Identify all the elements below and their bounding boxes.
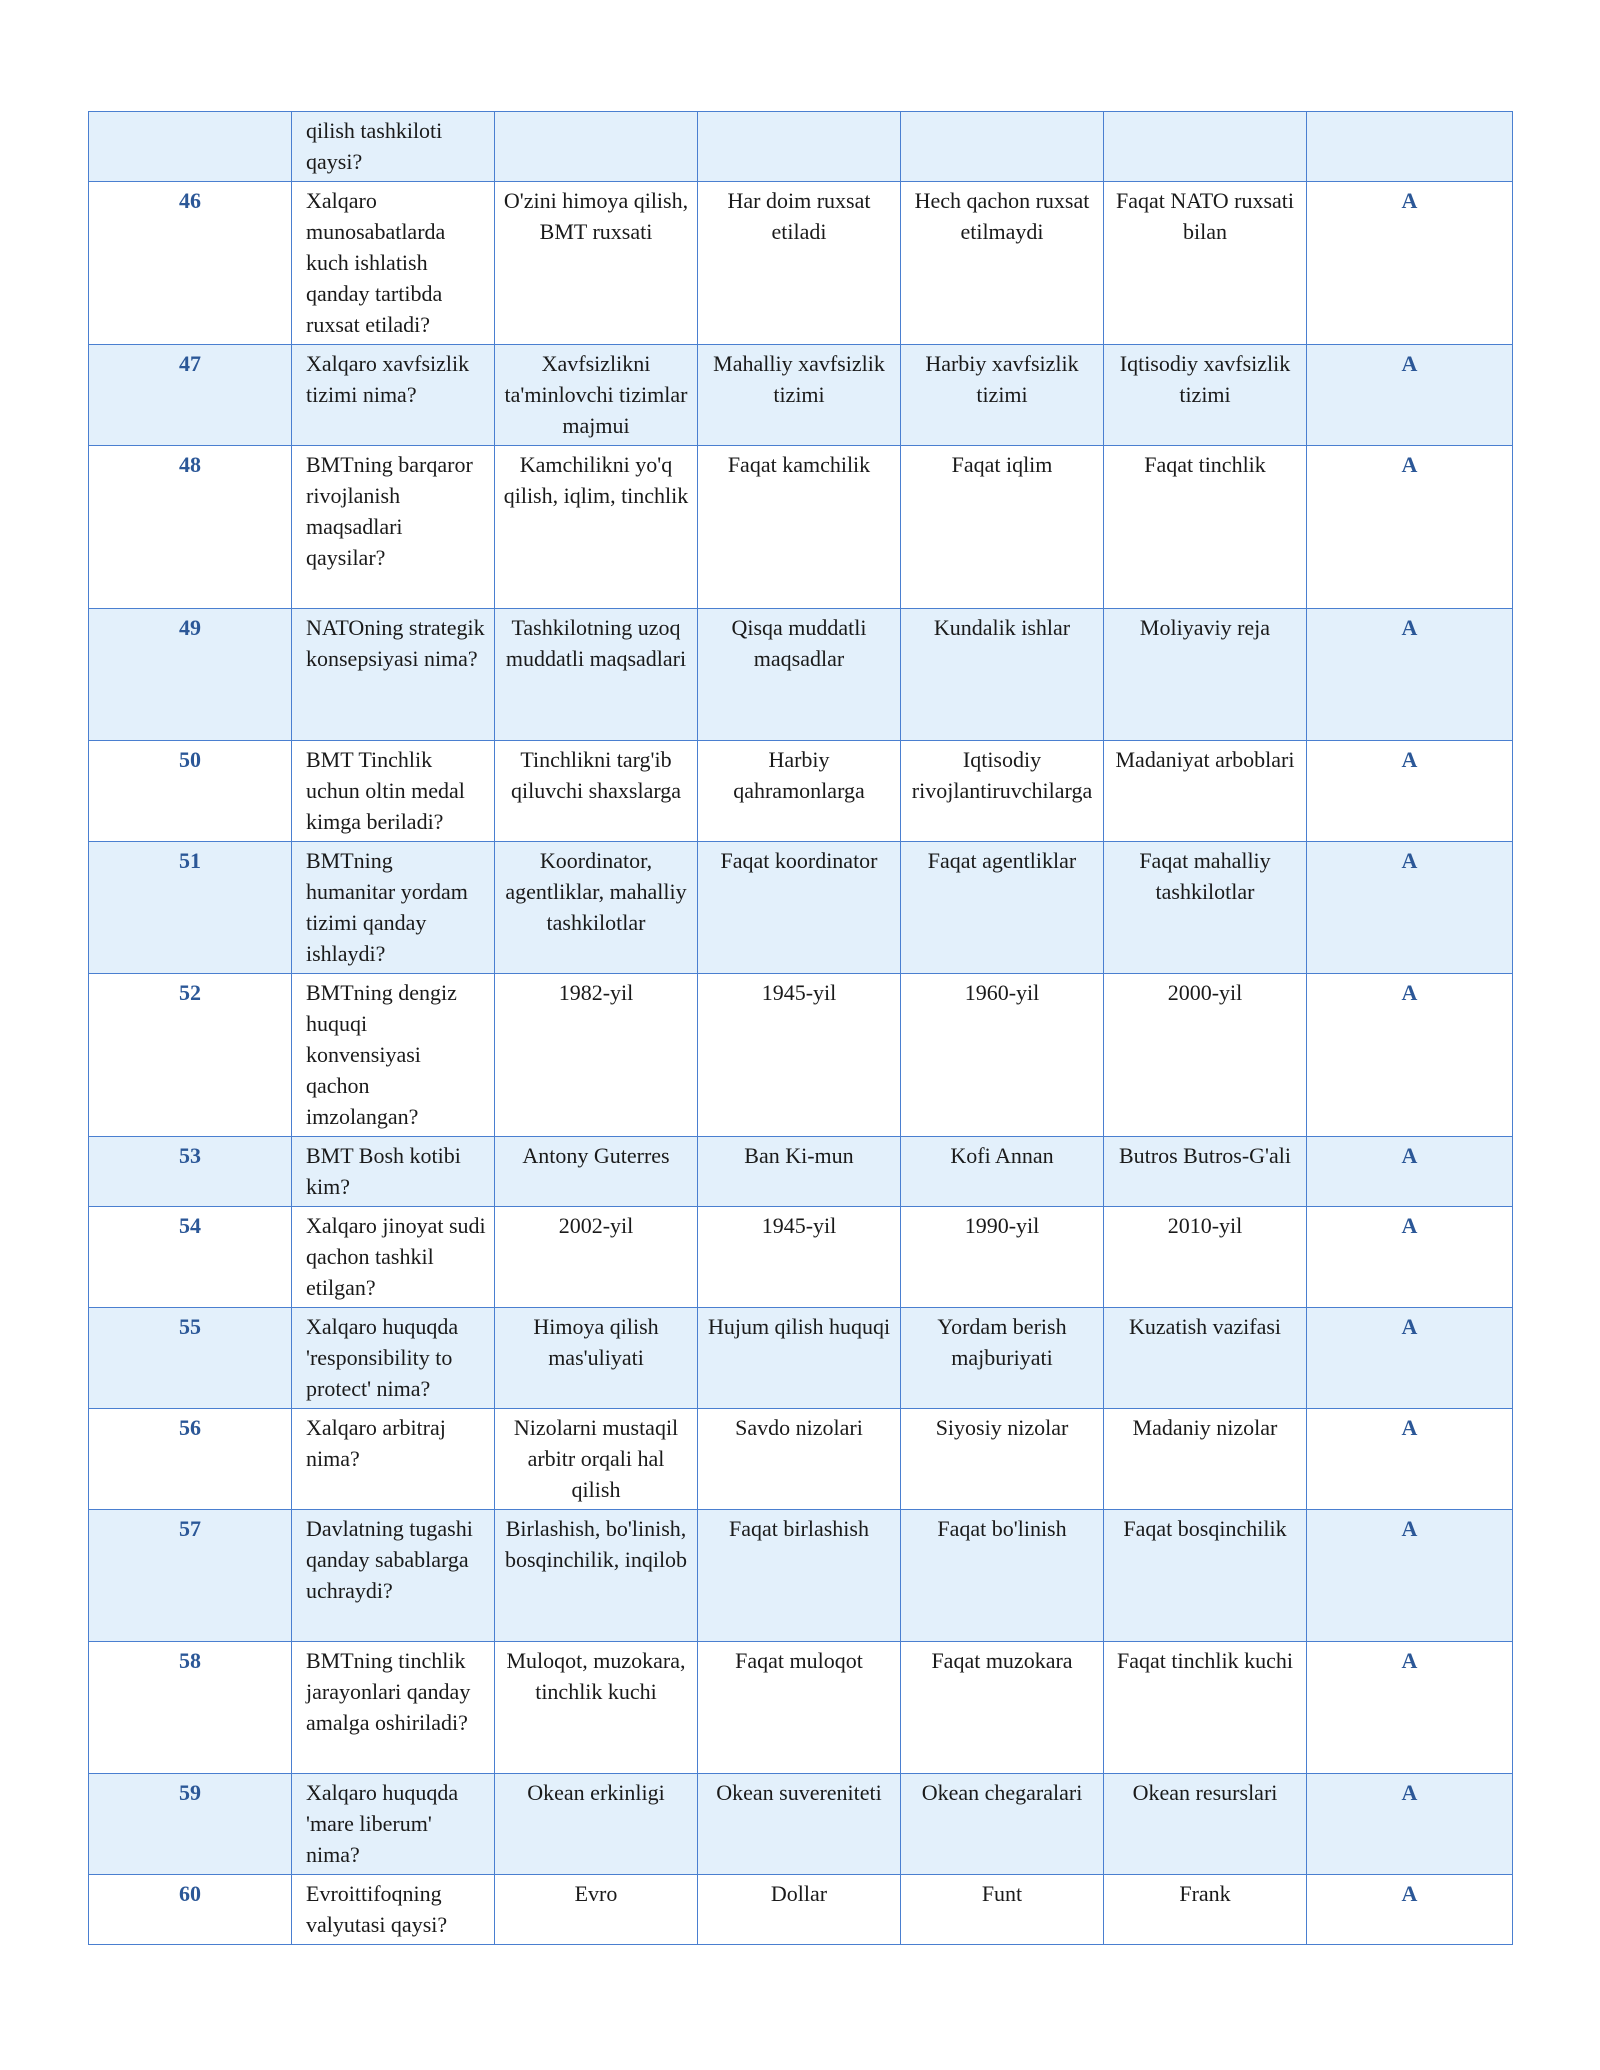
question-text: BMTning dengiz huquqi konvensiyasi qachon imzolangan? [292, 974, 495, 1137]
option-d: Madaniy nizolar [1104, 1409, 1307, 1510]
option-c: Harbiy xavfsizlik tizimi [901, 345, 1104, 446]
correct-answer: A [1307, 1308, 1513, 1409]
question-text: BMT Bosh kotibi kim? [292, 1137, 495, 1207]
option-c: Faqat iqlim [901, 446, 1104, 609]
table-row [89, 446, 1513, 609]
correct-answer: A [1307, 1510, 1513, 1642]
option-d: Faqat mahalliy tashkilotlar [1104, 842, 1307, 974]
option-b: Savdo nizolari [698, 1409, 901, 1510]
correct-answer: A [1307, 345, 1513, 446]
option-b: Hujum qilish huquqi [698, 1308, 901, 1409]
correct-answer: A [1307, 609, 1513, 741]
question-text: Xalqaro munosabatlarda kuch ishlatish qanday tartibda ruxsat etiladi? [292, 182, 495, 345]
option-c: Siyosiy nizolar [901, 1409, 1104, 1510]
option-a: Kamchilikni yo'q qilish, iqlim, tinchlik [495, 446, 698, 609]
question-text: BMT Tinchlik uchun oltin medal kimga beriladi? [292, 741, 495, 842]
table-row [89, 182, 1513, 345]
question-number: 56 [89, 1409, 292, 1510]
option-b: Mahalliy xavfsizlik tizimi [698, 345, 901, 446]
correct-answer: A [1307, 974, 1513, 1137]
option-c: Faqat muzokara [901, 1642, 1104, 1774]
question-text: BMTning humanitar yordam tizimi qanday ishlaydi? [292, 842, 495, 974]
option-c: Kofi Annan [901, 1137, 1104, 1207]
correct-answer: A [1307, 1875, 1513, 1945]
option-d: Moliyaviy reja [1104, 609, 1307, 741]
table-row [89, 1409, 1513, 1510]
option-b: Qisqa muddatli maqsadlar [698, 609, 901, 741]
option-d: Faqat bosqinchilik [1104, 1510, 1307, 1642]
question-number: 52 [89, 974, 292, 1137]
option-b: Faqat kamchilik [698, 446, 901, 609]
option-b: Faqat koordinator [698, 842, 901, 974]
option-b: Faqat birlashish [698, 1510, 901, 1642]
question-text: Evroittifoqning valyutasi qaysi? [292, 1875, 495, 1945]
option-a: Evro [495, 1875, 698, 1945]
option-a: Koordinator, agentliklar, mahalliy tashkilotlar [495, 842, 698, 974]
option-d: Okean resurslari [1104, 1774, 1307, 1875]
question-number: 58 [89, 1642, 292, 1774]
option-a: 2002-yil [495, 1207, 698, 1308]
option-c: Yordam berish majburiyati [901, 1308, 1104, 1409]
option-d: Kuzatish vazifasi [1104, 1308, 1307, 1409]
option-c: Faqat agentliklar [901, 842, 1104, 974]
option-a: Okean erkinligi [495, 1774, 698, 1875]
question-number: 60 [89, 1875, 292, 1945]
option-d [1104, 112, 1307, 182]
option-a: O'zini himoya qilish, BMT ruxsati [495, 182, 698, 345]
correct-answer: A [1307, 1642, 1513, 1774]
correct-answer: A [1307, 1207, 1513, 1308]
table-row [89, 609, 1513, 741]
option-b: Dollar [698, 1875, 901, 1945]
table-row [89, 1875, 1513, 1945]
option-b: 1945-yil [698, 1207, 901, 1308]
option-a: Tashkilotning uzoq muddatli maqsadlari [495, 609, 698, 741]
option-c: Hech qachon ruxsat etilmaydi [901, 182, 1104, 345]
question-number: 51 [89, 842, 292, 974]
option-b: Harbiy qahramonlarga [698, 741, 901, 842]
option-c: Funt [901, 1875, 1104, 1945]
question-number: 54 [89, 1207, 292, 1308]
option-d: 2000-yil [1104, 974, 1307, 1137]
question-number: 47 [89, 345, 292, 446]
question-number: 53 [89, 1137, 292, 1207]
table-row [89, 1510, 1513, 1642]
option-d: Faqat NATO ruxsati bilan [1104, 182, 1307, 345]
table-row [89, 741, 1513, 842]
question-number: 59 [89, 1774, 292, 1875]
table-row [89, 345, 1513, 446]
option-d: Iqtisodiy xavfsizlik tizimi [1104, 345, 1307, 446]
option-d: Faqat tinchlik [1104, 446, 1307, 609]
quiz-table-body [89, 112, 1513, 1945]
option-d: 2010-yil [1104, 1207, 1307, 1308]
option-b: Ban Ki-mun [698, 1137, 901, 1207]
correct-answer: A [1307, 1409, 1513, 1510]
option-a: Birlashish, bo'linish, bosqinchilik, inqilob [495, 1510, 698, 1642]
question-text: Xalqaro huquqda 'responsibility to protect' nima? [292, 1308, 495, 1409]
option-a: Xavfsizlikni ta'minlovchi tizimlar majmui [495, 345, 698, 446]
question-text: Xalqaro huquqda 'mare liberum' nima? [292, 1774, 495, 1875]
option-d: Frank [1104, 1875, 1307, 1945]
table-row [89, 1207, 1513, 1308]
question-number: 50 [89, 741, 292, 842]
question-text: Xalqaro jinoyat sudi qachon tashkil etilgan? [292, 1207, 495, 1308]
correct-answer [1307, 112, 1513, 182]
option-b: Faqat muloqot [698, 1642, 901, 1774]
question-number [89, 112, 292, 182]
question-number: 48 [89, 446, 292, 609]
question-number: 57 [89, 1510, 292, 1642]
correct-answer: A [1307, 1137, 1513, 1207]
option-c: 1960-yil [901, 974, 1104, 1137]
question-text: BMTning tinchlik jarayonlari qanday amalga oshiriladi? [292, 1642, 495, 1774]
option-c: Kundalik ishlar [901, 609, 1104, 741]
option-b [698, 112, 901, 182]
correct-answer: A [1307, 446, 1513, 609]
question-number: 55 [89, 1308, 292, 1409]
table-row [89, 1642, 1513, 1774]
option-b: 1945-yil [698, 974, 901, 1137]
table-row [89, 1308, 1513, 1409]
table-row [89, 112, 1513, 182]
correct-answer: A [1307, 741, 1513, 842]
option-a: Antony Guterres [495, 1137, 698, 1207]
option-a [495, 112, 698, 182]
quiz-table [88, 111, 1513, 1945]
option-a: Tinchlikni targ'ib qiluvchi shaxslarga [495, 741, 698, 842]
table-row [89, 1774, 1513, 1875]
option-a: Nizolarni mustaqil arbitr orqali hal qilish [495, 1409, 698, 1510]
option-a: Himoya qilish mas'uliyati [495, 1308, 698, 1409]
question-text: Xalqaro arbitraj nima? [292, 1409, 495, 1510]
option-a: 1982-yil [495, 974, 698, 1137]
question-number: 46 [89, 182, 292, 345]
question-text: qilish tashkiloti qaysi? [292, 112, 495, 182]
option-b: Okean suvereniteti [698, 1774, 901, 1875]
question-text: Xalqaro xavfsizlik tizimi nima? [292, 345, 495, 446]
correct-answer: A [1307, 1774, 1513, 1875]
correct-answer: A [1307, 842, 1513, 974]
option-d: Butros Butros-G'ali [1104, 1137, 1307, 1207]
option-c: Okean chegaralari [901, 1774, 1104, 1875]
option-d: Faqat tinchlik kuchi [1104, 1642, 1307, 1774]
option-c: 1990-yil [901, 1207, 1104, 1308]
table-row [89, 842, 1513, 974]
question-text: BMTning barqaror rivojlanish maqsadlari qaysilar? [292, 446, 495, 609]
correct-answer: A [1307, 182, 1513, 345]
option-c [901, 112, 1104, 182]
option-c: Iqtisodiy rivojlantiruvchilarga [901, 741, 1104, 842]
option-c: Faqat bo'linish [901, 1510, 1104, 1642]
question-text: Davlatning tugashi qanday sabablarga uchraydi? [292, 1510, 495, 1642]
option-b: Har doim ruxsat etiladi [698, 182, 901, 345]
option-d: Madaniyat arboblari [1104, 741, 1307, 842]
table-row [89, 974, 1513, 1137]
question-text: NATOning strategik konsepsiyasi nima? [292, 609, 495, 741]
option-a: Muloqot, muzokara, tinchlik kuchi [495, 1642, 698, 1774]
question-number: 49 [89, 609, 292, 741]
table-row [89, 1137, 1513, 1207]
